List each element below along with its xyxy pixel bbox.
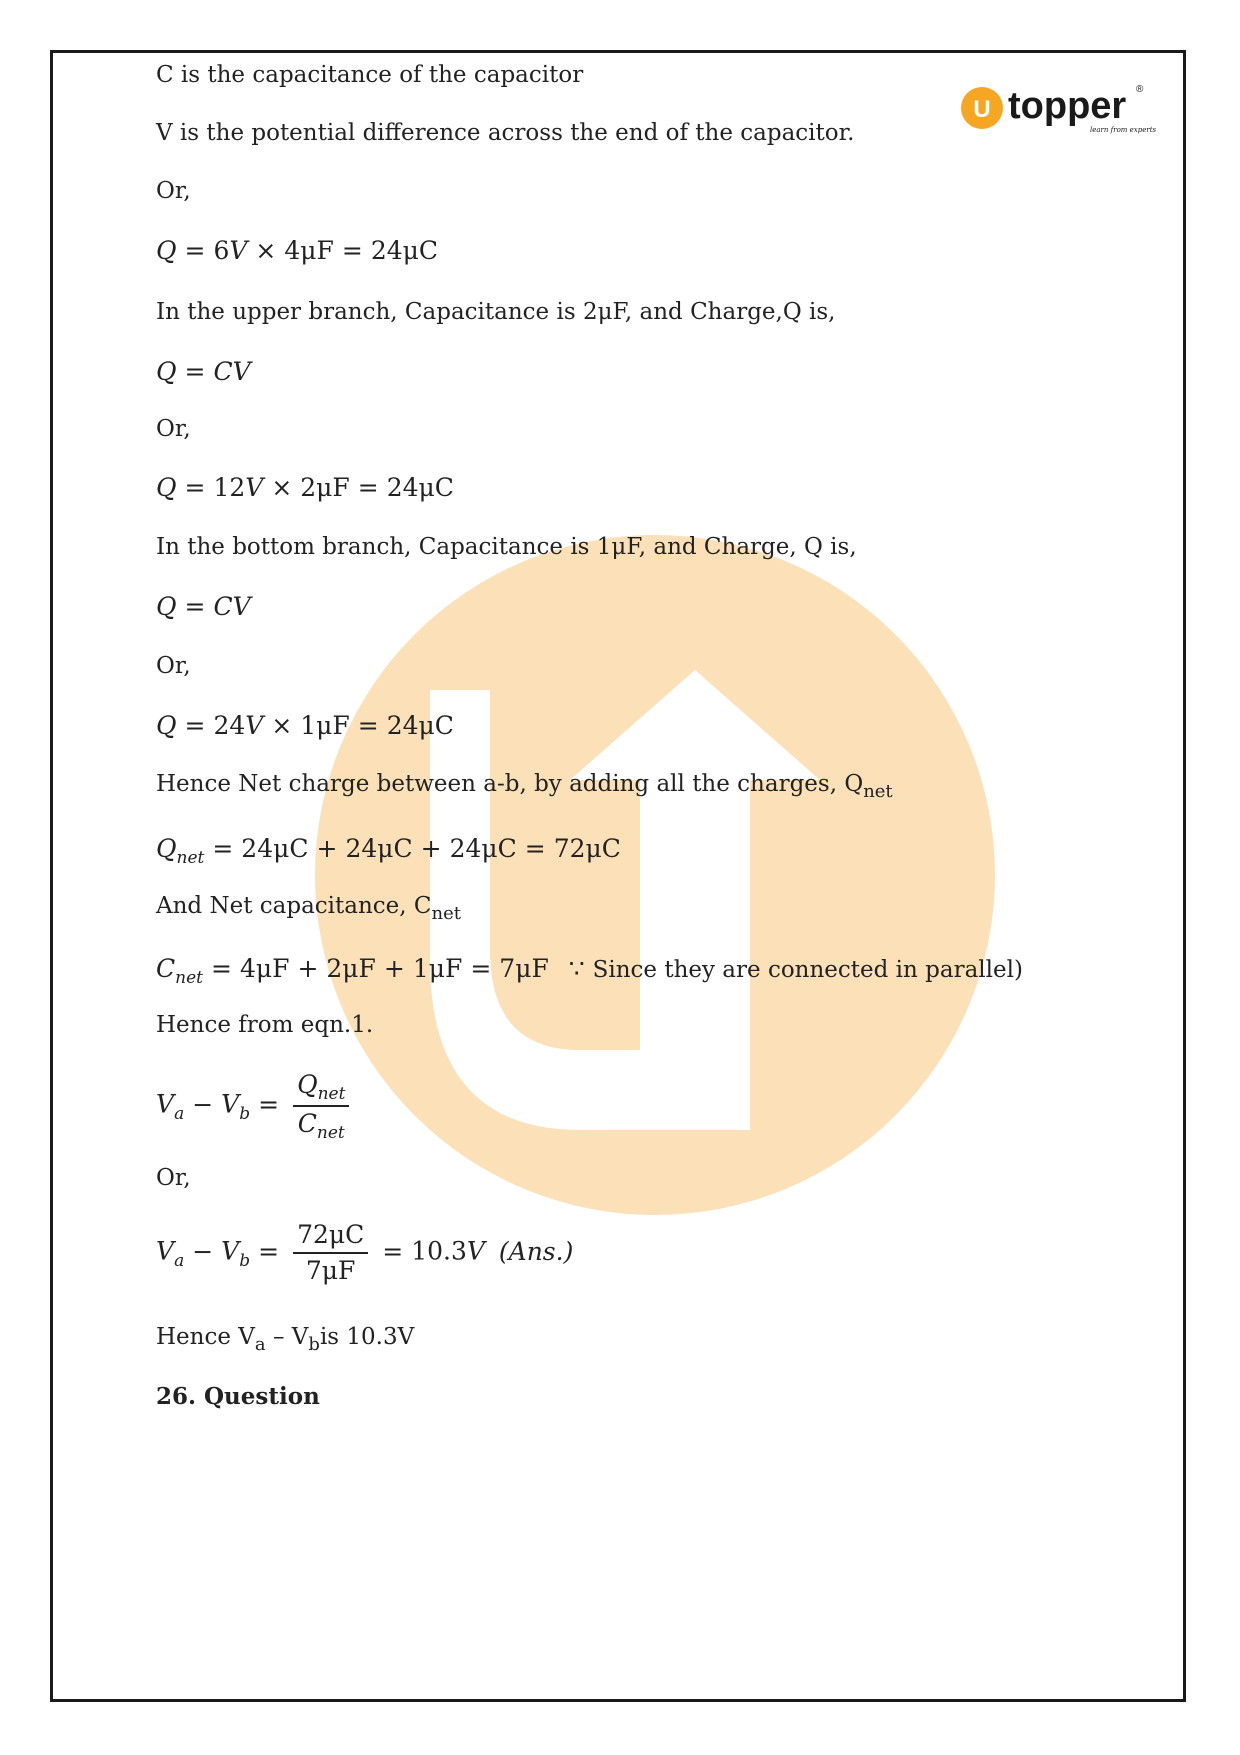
equation-1 bbox=[156, 236, 438, 266]
eq-symbol: Q bbox=[297, 1070, 318, 1099]
text-run: Q bbox=[844, 771, 864, 797]
eq-operator: = bbox=[524, 834, 546, 863]
eq-value: 24μC bbox=[241, 834, 309, 863]
eq-symbol: C bbox=[213, 357, 233, 386]
text-line-17: Hence from eqn.1. bbox=[156, 1012, 374, 1038]
text-run: Hence Net charge between a-b, by adding all the charges, bbox=[156, 771, 838, 797]
eq-symbol: V bbox=[232, 357, 251, 386]
eq-operator: − bbox=[192, 1089, 214, 1119]
equation-qnet bbox=[156, 834, 621, 867]
eq-operator: × bbox=[271, 473, 293, 502]
eq-value: 24μC bbox=[345, 834, 413, 863]
subscript: net bbox=[431, 903, 461, 924]
eq-value: 2μF bbox=[326, 954, 376, 983]
fraction-numerator: 72μC bbox=[293, 1218, 368, 1254]
eq-value: 24μC bbox=[370, 236, 439, 265]
subscript: b bbox=[239, 1250, 251, 1271]
logo-mark: U bbox=[973, 96, 991, 123]
eq-operator: + bbox=[316, 834, 338, 863]
subscript: a bbox=[174, 1250, 185, 1271]
subscript: net bbox=[316, 1123, 345, 1143]
eq-value: 7μF bbox=[499, 954, 549, 983]
eq-value: 24 bbox=[213, 711, 246, 740]
eq-operator: = bbox=[210, 954, 232, 983]
question-heading: 26. Question bbox=[156, 1383, 320, 1410]
eq-value: 24μC bbox=[386, 473, 454, 502]
eq-symbol: V bbox=[229, 236, 248, 265]
subscript: a bbox=[254, 1334, 266, 1355]
eq-value: 4μF bbox=[239, 954, 290, 983]
eq-symbol: V bbox=[232, 592, 251, 621]
eq-operator: = bbox=[212, 834, 234, 863]
text-run: V bbox=[238, 1324, 255, 1350]
fraction-denominator: 7μF bbox=[305, 1256, 356, 1285]
eq-symbol: V bbox=[156, 1089, 175, 1119]
fraction-numerator bbox=[293, 1068, 349, 1107]
text-line-1: C is the capacitance of the capacitor bbox=[156, 62, 584, 88]
eq-value: 6 bbox=[213, 236, 230, 265]
watermark-logo bbox=[310, 530, 1000, 1220]
eq-operator: = bbox=[258, 1089, 280, 1119]
eq-operator: = bbox=[184, 236, 206, 265]
eq-operator: = bbox=[382, 1236, 404, 1266]
fraction bbox=[293, 1218, 368, 1288]
because-symbol: ∵ bbox=[568, 954, 585, 983]
eq-symbol: V bbox=[466, 1236, 485, 1266]
subscript: net bbox=[176, 848, 205, 868]
equation-cnet bbox=[156, 954, 1023, 987]
eq-operator: = bbox=[357, 473, 379, 502]
eq-operator: = bbox=[184, 473, 206, 502]
eq-value: 1μF bbox=[412, 954, 463, 983]
eq-symbol: V bbox=[156, 1236, 175, 1266]
text-run: V bbox=[291, 1324, 309, 1350]
equation-5 bbox=[156, 711, 454, 741]
eq-operator: = bbox=[470, 954, 492, 983]
equation-fraction-1 bbox=[156, 1068, 355, 1144]
text-line-19: Or, bbox=[156, 1165, 191, 1191]
subscript: b bbox=[239, 1103, 251, 1124]
eq-value: 72μC bbox=[553, 834, 621, 863]
eq-operator: + bbox=[383, 954, 405, 983]
text-line-21 bbox=[156, 1322, 414, 1354]
eq-operator: × bbox=[255, 236, 277, 265]
eq-value: 12 bbox=[213, 473, 246, 502]
eq-value: 24μC bbox=[386, 711, 454, 740]
subscript: net bbox=[175, 968, 203, 988]
subscript: net bbox=[863, 781, 893, 802]
text-line-15 bbox=[156, 891, 461, 923]
eq-symbol: V bbox=[245, 711, 264, 740]
eq-symbol: Q bbox=[156, 236, 177, 265]
eq-value: 2μF bbox=[300, 473, 350, 502]
eq-operator: = bbox=[341, 236, 363, 265]
eq-symbol: Q bbox=[156, 357, 177, 386]
eq-symbol: V bbox=[245, 473, 264, 502]
eq-value: 4μF bbox=[284, 236, 334, 265]
subscript: net bbox=[317, 1084, 346, 1104]
eq-symbol: Q bbox=[156, 473, 177, 502]
eq-note: Since they are connected in parallel) bbox=[592, 957, 1023, 983]
eq-symbol: C bbox=[156, 954, 176, 983]
logo-tagline: learn from experts bbox=[1090, 126, 1157, 134]
eq-value: 24μC bbox=[449, 834, 517, 863]
text-run: is 10.3V bbox=[319, 1324, 415, 1350]
eq-operator: = bbox=[357, 711, 379, 740]
logo-registered: ® bbox=[1136, 84, 1144, 95]
eq-symbol: Q bbox=[156, 834, 177, 863]
logo-brand: topper bbox=[1008, 85, 1127, 127]
subscript: b bbox=[308, 1334, 320, 1355]
subscript: a bbox=[174, 1103, 185, 1124]
text-line-13 bbox=[156, 769, 893, 801]
eq-operator: = bbox=[258, 1236, 280, 1266]
equation-3 bbox=[156, 473, 454, 503]
text-line-7: Or, bbox=[156, 416, 191, 442]
text-line-2: V is the potential difference across the end of the capacitor. bbox=[156, 120, 855, 146]
eq-symbol: Q bbox=[156, 592, 177, 621]
text-run: Hence bbox=[156, 1324, 231, 1350]
text-run: C bbox=[413, 893, 432, 919]
eq-operator: × bbox=[271, 711, 293, 740]
answer-label: (Ans.) bbox=[498, 1236, 574, 1266]
eq-operator: = bbox=[184, 592, 206, 621]
eq-symbol: C bbox=[213, 592, 233, 621]
text-run: – bbox=[272, 1324, 285, 1350]
eq-symbol: Q bbox=[156, 711, 177, 740]
eq-symbol: V bbox=[221, 1236, 240, 1266]
text-line-5: In the upper branch, Capacitance is 2μF, and Charge,Q is, bbox=[156, 299, 836, 325]
text-run: And Net capacitance, bbox=[156, 893, 407, 919]
fraction bbox=[293, 1068, 349, 1144]
text-line-11: Or, bbox=[156, 653, 191, 679]
equation-2 bbox=[156, 357, 251, 387]
topper-logo bbox=[960, 80, 1160, 140]
eq-value: 10.3 bbox=[411, 1236, 467, 1266]
eq-operator: = bbox=[184, 357, 206, 386]
eq-operator: + bbox=[420, 834, 442, 863]
eq-operator: + bbox=[297, 954, 319, 983]
eq-symbol: V bbox=[221, 1089, 240, 1119]
text-line-3: Or, bbox=[156, 178, 191, 204]
eq-operator: − bbox=[192, 1236, 214, 1266]
equation-4 bbox=[156, 592, 251, 622]
equation-fraction-2 bbox=[156, 1218, 573, 1288]
fraction-denominator bbox=[293, 1107, 349, 1144]
eq-value: 1μF bbox=[300, 711, 350, 740]
text-line-9: In the bottom branch, Capacitance is 1μF, and Charge, Q is, bbox=[156, 534, 857, 560]
eq-operator: = bbox=[184, 711, 206, 740]
eq-symbol: C bbox=[297, 1109, 317, 1138]
